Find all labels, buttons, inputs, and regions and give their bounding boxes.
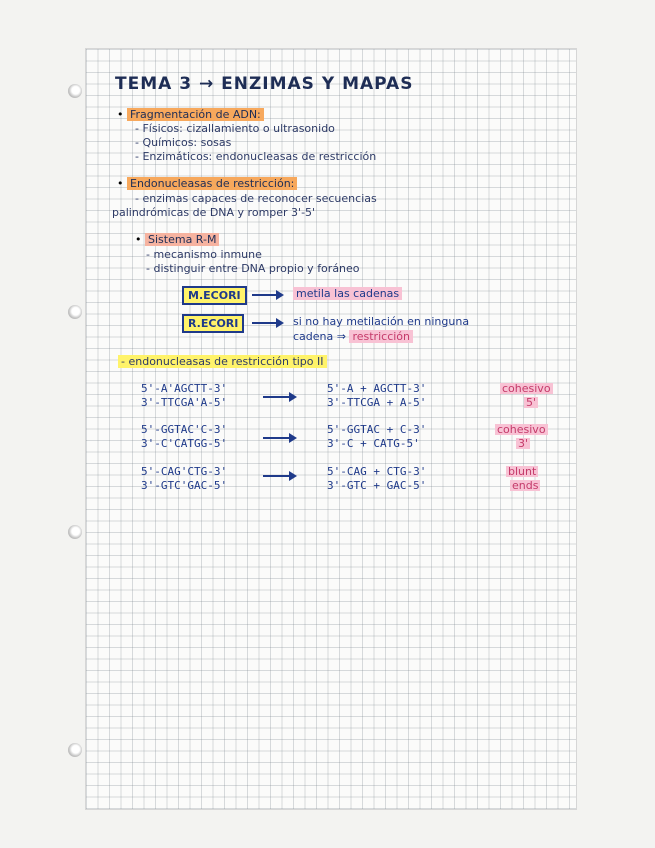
section-sistema-rm: • Sistema R-M	[135, 234, 219, 245]
section-heading: Sistema R-M	[145, 233, 219, 246]
end-type-label: blunt	[508, 465, 537, 478]
definition-line: - enzimas capaces de reconocer secuencias	[135, 192, 377, 205]
recori-description-2: cadena ⇒ restricción	[293, 331, 413, 342]
list-item: - Enzimáticos: endonucleasas de restricción	[135, 150, 377, 163]
definition-line: palindrómicas de DNA y romper 3'-5'	[112, 206, 316, 219]
sequence-left: 3'-C'CATGG-5'	[141, 437, 228, 450]
sequence-left: 5'-A'AGCTT-3'	[141, 382, 228, 395]
end-type-label: cohesivo	[502, 382, 551, 395]
page-title: TEMA 3 → ENZIMAS Y MAPAS	[115, 74, 414, 94]
section-heading: Endonucleasas de restricción:	[127, 177, 297, 190]
section-heading: Fragmentación de ADN:	[127, 108, 264, 121]
binder-hole	[68, 743, 82, 757]
end-type-label: 3'	[518, 437, 529, 450]
list-item: - Químicos: sosas	[135, 136, 232, 149]
end-type-label: 5'	[526, 396, 537, 409]
sequence-left: 5'-CAG'CTG-3'	[141, 465, 228, 478]
arrow-icon	[263, 475, 295, 477]
arrow-icon	[252, 294, 282, 296]
end-type-label: cohesivo	[497, 423, 546, 436]
section-endonucleasas: • Endonucleasas de restricción:	[117, 178, 297, 189]
mecori-description: metila las cadenas	[293, 288, 402, 299]
sequence-right: 5'-GGTAC + C-3'	[327, 423, 427, 436]
binder-hole	[68, 525, 82, 539]
end-type-label: ends	[512, 479, 539, 492]
sequence-right: 3'-GTC + GAC-5'	[327, 479, 427, 492]
sequence-left: 3'-TTCGA'A-5'	[141, 396, 228, 409]
binder-hole	[68, 84, 82, 98]
binder-hole	[68, 305, 82, 319]
list-item: - distinguir entre DNA propio y foráneo	[146, 262, 360, 275]
list-item: - mecanismo inmune	[146, 248, 262, 261]
recori-description: si no hay metilación en ninguna	[293, 315, 470, 328]
arrow-icon	[252, 322, 282, 324]
mecori-box: M.ECORI	[182, 286, 247, 305]
sequence-right: 5'-CAG + CTG-3'	[327, 465, 427, 478]
sequence-right: 5'-A + AGCTT-3'	[327, 382, 427, 395]
section-fragmentacion: • Fragmentación de ADN:	[117, 109, 264, 120]
recori-box: R.ECORI	[182, 314, 244, 333]
section-heading: - endonucleasas de restricción tipo II	[118, 355, 327, 368]
sequence-right: 3'-C + CATG-5'	[327, 437, 420, 450]
sequence-left: 3'-GTC'GAC-5'	[141, 479, 228, 492]
sequence-left: 5'-GGTAC'C-3'	[141, 423, 228, 436]
arrow-icon	[263, 437, 295, 439]
section-tipo-ii	[118, 356, 327, 367]
list-item: - Físicos: cizallamiento o ultrasonido	[135, 122, 335, 135]
sequence-right: 3'-TTCGA + A-5'	[327, 396, 427, 409]
arrow-icon	[263, 396, 295, 398]
